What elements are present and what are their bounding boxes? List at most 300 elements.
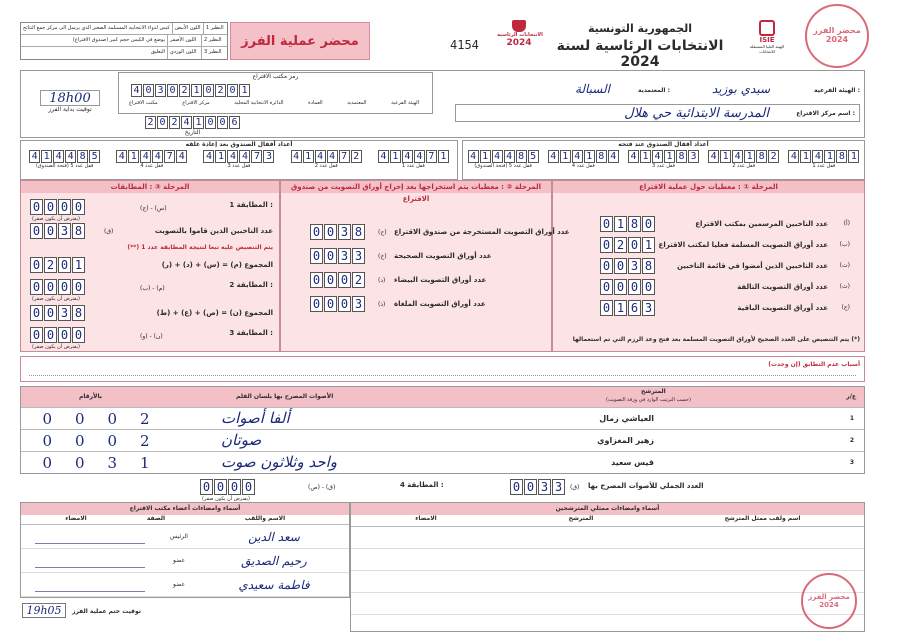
stage1-row-key: (أ): [843, 220, 850, 227]
member-row: [21, 549, 349, 573]
member-role: عضو: [173, 581, 185, 588]
digit-cell: 4: [315, 150, 326, 163]
digit-cell: 8: [676, 150, 687, 163]
lock-item: [788, 150, 859, 169]
col-sign: الامضاء: [65, 515, 87, 522]
stamp-text: محضر الفرز 2024: [813, 26, 861, 44]
result-digit: 0: [42, 410, 53, 428]
digit-cell: 4: [327, 150, 338, 163]
result-row: [21, 429, 864, 451]
result-digits: [31, 432, 161, 450]
digit-cell: 0: [628, 237, 641, 253]
mismatch-line: [29, 375, 856, 376]
member-row: [21, 525, 349, 549]
lock-label: قفل عدد 2: [314, 163, 338, 169]
result-digit: 1: [139, 454, 150, 472]
digit-cell: 1: [390, 150, 401, 163]
copy-num: النظير 1: [203, 23, 227, 34]
locks-reopen-block: [20, 140, 458, 180]
copy-dest: التعليق: [150, 49, 165, 55]
digit-cell: 1: [193, 116, 204, 129]
lock-item: [548, 150, 619, 169]
results-rows: [21, 407, 864, 473]
isie-logo: [742, 20, 792, 62]
digit-cell: 4: [492, 150, 503, 163]
page-title: الانتخابات الرئاسية لسنة 2024: [556, 38, 724, 70]
mismatch-block: [20, 356, 865, 382]
match1: [30, 199, 275, 221]
result-words: صوتان: [221, 431, 262, 449]
locks-open-block: [462, 140, 865, 180]
lock-label: قفل عدد 4: [571, 163, 595, 169]
lock-item: [291, 150, 362, 169]
digit-cell: 0: [44, 305, 57, 321]
center-row: [455, 104, 860, 122]
match2-digits: [30, 279, 85, 295]
stage1-row-label: عدد أوراق التصويت الباقية: [737, 304, 828, 312]
digit-cell: 1: [239, 84, 250, 97]
match3-note: (يفترض أن يكون صفر): [32, 344, 80, 350]
logo-mark-icon: [512, 20, 526, 32]
digit-cell: 1: [720, 150, 731, 163]
digit-cell: 4: [628, 150, 639, 163]
digit-cell: 3: [352, 296, 365, 312]
start-time-value: 18h00: [40, 90, 100, 106]
stage1-row-label: عدد الناخبين المرسمين بمكتب الاقتراع: [695, 220, 828, 228]
copies-table: [20, 22, 228, 60]
digit-cell: 1: [480, 150, 491, 163]
lock-digits: [203, 150, 274, 163]
digit-cell: 0: [642, 279, 655, 295]
lock-label: قفل عدد 1: [812, 163, 836, 169]
digit-cell: 2: [44, 257, 57, 273]
digit-cell: 8: [352, 224, 365, 240]
digit-cell: 0: [30, 305, 43, 321]
digit-cell: 0: [58, 279, 71, 295]
result-digit: 0: [74, 410, 85, 428]
member-row: [21, 573, 349, 597]
office-names-block: [455, 80, 860, 132]
lock-label: قفل عدد 4: [140, 163, 164, 169]
match1-label: المطابقة 1 :: [229, 201, 273, 209]
result-digit: 0: [74, 454, 85, 472]
result-candidate-name: العياشي زمال: [599, 414, 654, 423]
digit-cell: 4: [203, 150, 214, 163]
center-value: المدرسة الابتدائية حي هلال: [624, 106, 769, 121]
lock-digits: [708, 150, 779, 163]
rep-col-candidate: المترشح: [568, 515, 594, 522]
lock-digits: [291, 150, 362, 163]
result-num: 1: [849, 415, 854, 422]
lock-digits: [378, 150, 449, 163]
total-votes: [470, 477, 704, 497]
digit-cell: 4: [131, 84, 142, 97]
stage2-row: [310, 294, 535, 318]
match4-formula: (ص) - (ق): [308, 484, 336, 491]
digit-cell: 0: [524, 479, 537, 495]
digit-cell: 7: [339, 150, 350, 163]
digit-cell: 1: [800, 150, 811, 163]
date-block: [145, 116, 240, 136]
stage1-note: (*) يتم التنصيص على العدد الصحيح لأوراق التصويت المسلمة بعد فتح وعد الرزم التي تم استعمالها: [572, 336, 860, 343]
digit-cell: 6: [229, 116, 240, 129]
digit-cell: 0: [143, 84, 154, 97]
stage1-row-digits: [600, 237, 655, 253]
lock-label: قفل عدد 3: [652, 163, 675, 169]
digit-cell: 0: [200, 479, 213, 495]
office-code-label: المعتمدية: [347, 100, 367, 106]
copy-colour: اللون الوردي: [167, 47, 201, 59]
match1-digits: [30, 199, 85, 215]
digit-cell: 1: [303, 150, 314, 163]
digit-cell: 8: [72, 305, 85, 321]
lock-label: قفل عدد 1: [401, 163, 425, 169]
member-sign: [35, 578, 145, 592]
digit-cell: 0: [338, 296, 351, 312]
col-candidate-note: (حسب الترتيب الوارد في ورقة التصويت): [606, 397, 691, 403]
stage1-row-key: (ب): [839, 241, 850, 248]
digit-cell: 1: [438, 150, 449, 163]
stage1-row-digits: [600, 300, 655, 316]
digit-cell: 4: [652, 150, 663, 163]
result-digit: 2: [139, 410, 150, 428]
digit-cell: 0: [72, 199, 85, 215]
digit-cell: 0: [30, 279, 43, 295]
digit-cell: 3: [352, 248, 365, 264]
stage2-row: [310, 246, 535, 270]
digit-cell: 2: [179, 84, 190, 97]
digit-cell: 0: [58, 199, 71, 215]
lock-label: قفل عدد 5 (فتحة الصندوق): [474, 163, 532, 169]
stage2-row-label: عدد أوراق التصويت الصحيحة: [394, 252, 492, 260]
sum-n-digits: [30, 305, 85, 321]
digit-cell: 0: [324, 296, 337, 312]
digit-cell: 0: [338, 272, 351, 288]
digit-cell: 3: [155, 84, 166, 97]
result-row: [21, 451, 864, 473]
match4: [200, 477, 460, 502]
digit-cell: 4: [176, 150, 187, 163]
stage1-row-key: (ث): [839, 283, 850, 290]
sum-n-label: المجموع (ن) = (ص) + (ع) + (ط): [156, 309, 273, 317]
digit-cell: 0: [157, 116, 168, 129]
digit-cell: 0: [310, 224, 323, 240]
result-digit: 0: [74, 432, 85, 450]
office-code-title: رمز مكتب الاقتراع: [252, 73, 299, 80]
stage2-row-digits: [310, 224, 365, 240]
lock-item: [29, 150, 100, 169]
result-row: [21, 407, 864, 429]
copy-num: النظير 3: [201, 47, 227, 59]
digit-cell: 2: [614, 237, 627, 253]
match3-digits: [30, 327, 85, 343]
digit-cell: 1: [824, 150, 835, 163]
digit-cell: 1: [128, 150, 139, 163]
match4-note: (يفترض أن يكون صفر): [202, 496, 250, 502]
match3-formula: (و) - (ن): [140, 333, 163, 340]
total-votes-digits: [510, 479, 565, 495]
locks-open-title: أعداد أقفال الصندوق عند فتحه: [618, 141, 709, 148]
locks-reopen-row: [21, 150, 457, 169]
rep-col-sign: الامضاء: [415, 515, 437, 522]
members-rows: [21, 525, 349, 597]
result-digit: 0: [42, 454, 53, 472]
member-sign: [35, 554, 145, 568]
digit-cell: 4: [608, 150, 619, 163]
member-role: عضو: [173, 557, 185, 564]
result-digits: [31, 454, 161, 472]
regional-row: [455, 82, 860, 98]
digit-cell: 8: [516, 150, 527, 163]
regional-label: الهيئة الفرعية :: [814, 87, 860, 94]
delegation-value: السبالة: [574, 82, 610, 96]
copy-dest: كيس لدواء الانتخابية المستلمة الصغير الذي يرسل الى مركز جمع النتائج: [23, 25, 170, 31]
result-digit: 2: [139, 432, 150, 450]
digit-cell: 4: [239, 150, 250, 163]
digit-cell: 8: [77, 150, 88, 163]
digit-cell: 1: [215, 150, 226, 163]
lock-label: قفل عدد 5 (فتحة الصندوق): [35, 163, 94, 169]
digit-cell: 0: [205, 116, 216, 129]
digit-cell: 4: [788, 150, 799, 163]
member-name: فاطمة سعيدي: [238, 577, 310, 592]
match3: [30, 327, 275, 349]
digit-cell: 1: [642, 237, 655, 253]
col-name: الاسم واللقب: [244, 515, 286, 522]
digit-cell: 0: [510, 479, 523, 495]
digit-cell: 0: [600, 216, 613, 232]
digit-cell: 3: [552, 479, 565, 495]
stage1-row: [600, 214, 850, 235]
end-time-block: [22, 603, 172, 619]
lock-item: [708, 150, 779, 169]
digit-cell: 8: [628, 216, 641, 232]
office-code-label: الدائرة الانتخابية المحلية: [234, 100, 284, 106]
digit-cell: 4: [812, 150, 823, 163]
stage1-row-label: عدد الناخبين الذين أمضوا في قائمة الناخبين: [676, 262, 828, 270]
digit-cell: 3: [58, 305, 71, 321]
lock-item: [203, 150, 274, 169]
stage2-row-key: (د): [378, 277, 386, 284]
stage2-title: المرحلة ② : معطيات يتم استخراجها بعد إخراج أوراق التصويت من صندوق الاقتراع: [281, 181, 551, 193]
voters-voted: [30, 223, 275, 241]
stage1-row-key: (ت): [839, 262, 850, 269]
results-table: [20, 386, 865, 474]
digit-cell: 4: [378, 150, 389, 163]
digit-cell: 4: [29, 150, 40, 163]
copy-colour: اللون الأصفر: [167, 35, 201, 46]
isie-name: الهيئة العليا المستقلة للانتخابات: [749, 44, 785, 54]
voters-voted-key: (ق): [104, 228, 114, 235]
members-sign-table: [20, 502, 350, 598]
digit-cell: 1: [614, 300, 627, 316]
lock-label: قفل عدد 3: [227, 163, 251, 169]
digit-cell: 0: [72, 279, 85, 295]
office-code-label: الهيئة الفرعية: [391, 100, 419, 106]
copies-row-2: [21, 35, 227, 47]
digit-cell: 0: [44, 279, 57, 295]
member-name: سعد الدين: [248, 529, 300, 544]
digit-cell: 0: [310, 272, 323, 288]
digit-cell: 1: [614, 216, 627, 232]
result-digit: 0: [42, 432, 53, 450]
match2-label: المطابقة 2 :: [229, 281, 273, 289]
member-sign: [35, 530, 145, 544]
digit-cell: 1: [584, 150, 595, 163]
digit-cell: 4: [402, 150, 413, 163]
lock-digits: [468, 150, 539, 163]
member-role: الرئيس: [170, 533, 188, 540]
stage1-row-digits: [600, 216, 655, 232]
digit-cell: 0: [30, 223, 43, 239]
digit-cell: 0: [642, 216, 655, 232]
stage1-rows: [600, 214, 850, 319]
reps-empty-rows: [351, 527, 864, 615]
logo-label: الانتخابات الرئاسية: [497, 32, 543, 38]
digit-cell: 0: [203, 84, 214, 97]
form-number: 4154: [450, 38, 479, 52]
digit-cell: 4: [572, 150, 583, 163]
reps-sign-table: [350, 502, 865, 632]
digit-cell: 3: [688, 150, 699, 163]
match1-note: (يفترض أن يكون صفر): [32, 216, 80, 222]
voters-voted-label: عدد الناخبين الذين قاموا بالتصويت: [154, 227, 273, 235]
lock-item: [468, 150, 539, 169]
stage1-row-key: (ج): [841, 304, 850, 311]
office-code-digits: [131, 84, 250, 97]
digit-cell: 0: [58, 257, 71, 273]
match2-note: (يفترض أن يكون صفر): [32, 296, 80, 302]
office-code-label: مكتب الاقتراع: [129, 100, 158, 106]
office-code-label: مركز الاقتراع: [182, 100, 210, 106]
match2: [30, 279, 275, 301]
match2-formula: (ب) - (م): [140, 285, 165, 292]
match4-digits: [200, 479, 255, 495]
digit-cell: 4: [504, 150, 515, 163]
stage2-row-key: (خ): [378, 253, 387, 260]
stage2-row-label: عدد أوراق التصويت الملغاة: [394, 300, 486, 308]
total-votes-label: العدد الجملي للأصوات المصرح بها: [588, 482, 704, 490]
stage2-row-digits: [310, 272, 365, 288]
digit-cell: 3: [263, 150, 274, 163]
digit-cell: 2: [352, 272, 365, 288]
stage2-row: [310, 270, 535, 294]
digit-cell: 0: [614, 258, 627, 274]
result-words: ألفا أصوات: [221, 409, 290, 427]
lock-label: قفل عدد 2: [732, 163, 756, 169]
delegation-label: المعتمدية :: [637, 87, 670, 94]
lock-item: [116, 150, 187, 169]
rep-col-name: اسم ولقب ممثل المترشح: [724, 515, 801, 522]
digit-cell: 3: [642, 300, 655, 316]
digit-cell: 1: [191, 84, 202, 97]
start-time-label: توقيت بداية الفرز: [48, 106, 92, 113]
member-name: رحيم الصديق: [241, 553, 307, 568]
stamp-bottom-text: محضر الفرز 2024: [808, 593, 850, 609]
digit-cell: 0: [58, 327, 71, 343]
digit-cell: 4: [152, 150, 163, 163]
digit-cell: 0: [167, 84, 178, 97]
digit-cell: 6: [628, 300, 641, 316]
digit-cell: 4: [291, 150, 302, 163]
stage1-row: [600, 298, 850, 319]
digit-cell: 3: [58, 223, 71, 239]
digit-cell: 1: [848, 150, 859, 163]
digit-cell: 4: [53, 150, 64, 163]
digit-cell: 4: [140, 150, 151, 163]
stage1-row: [600, 235, 850, 256]
digit-cell: 0: [228, 479, 241, 495]
isie-mark-icon: [759, 20, 775, 36]
match3-label: المطابقة 3 :: [229, 329, 273, 337]
results-header: [21, 387, 864, 407]
digit-cell: 7: [164, 150, 175, 163]
stage1-row-label: عدد أوراق التصويت التالفة: [737, 283, 828, 291]
stage2-row-digits: [310, 248, 365, 264]
lock-item: [628, 150, 699, 169]
members-title: أسماء وامضاءات أعضاء مكتب الاقتراع: [21, 503, 349, 515]
digit-cell: 0: [242, 479, 255, 495]
lock-digits: [548, 150, 619, 163]
sum-m-label: المجموع (م) = (س) + (د) + (ر): [161, 261, 273, 269]
digit-cell: 4: [708, 150, 719, 163]
stage1-row-digits: [600, 279, 655, 295]
digit-cell: 4: [65, 150, 76, 163]
digit-cell: 0: [30, 327, 43, 343]
digit-cell: 2: [169, 116, 180, 129]
stage3-content: [30, 197, 275, 350]
digit-cell: 0: [324, 248, 337, 264]
copy-dest: يوضع في الكيس حجم كبير (صندوق الاقتراع): [72, 37, 165, 43]
reps-col-head: [351, 515, 864, 527]
digit-cell: 3: [628, 258, 641, 274]
digit-cell: 4: [414, 150, 425, 163]
date-label: التاريخ: [184, 129, 201, 136]
sum-m: [30, 257, 275, 275]
col-num: ع/ر: [846, 393, 856, 400]
result-digit: 0: [107, 410, 118, 428]
digit-cell: 0: [44, 199, 57, 215]
doc-title-banner: [230, 22, 370, 60]
stage1-title: المرحلة ① : معطيات حول عملية الاقتراع: [553, 181, 864, 193]
copy-num: النظير 2: [201, 35, 227, 46]
copy-colour: اللون الأبيض: [172, 23, 203, 34]
digit-cell: 7: [426, 150, 437, 163]
digit-cell: 0: [30, 257, 43, 273]
stage1-row-label: عدد أوراق التصويت المسلمة فعليا لمكتب الاقتراع: [658, 241, 828, 249]
digit-cell: 2: [145, 116, 156, 129]
digit-cell: 0: [227, 84, 238, 97]
office-code-labels: [129, 100, 419, 106]
digit-cell: 4: [116, 150, 127, 163]
lock-digits: [29, 150, 100, 163]
republic-name: الجمهورية التونسية: [587, 22, 693, 35]
digit-cell: 0: [600, 279, 613, 295]
logo-year: 2024: [506, 38, 532, 48]
stage1-row-digits: [600, 258, 655, 274]
sum-m-digits: [30, 257, 85, 273]
stage2-row-label: عدد أوراق التصويت المستخرجة من صندوق الاقتراع: [394, 228, 570, 236]
digit-cell: 5: [89, 150, 100, 163]
digit-cell: 0: [72, 327, 85, 343]
digit-cell: 0: [310, 296, 323, 312]
digit-cell: 1: [560, 150, 571, 163]
digit-cell: 0: [310, 248, 323, 264]
digit-cell: 1: [640, 150, 651, 163]
digit-cell: 3: [338, 224, 351, 240]
locks-reopen-title: أعداد أقفال الصندوق بعد إعادة غلقه: [185, 141, 293, 148]
stage2-row: [310, 222, 570, 246]
